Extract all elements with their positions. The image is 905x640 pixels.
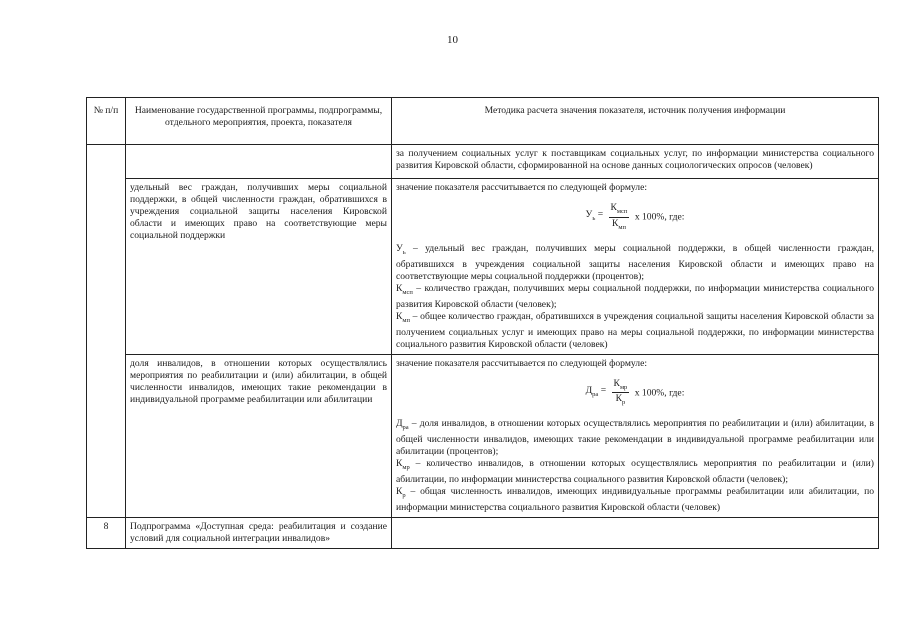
method-text: за получением социальных услуг к поставщикам социальных услуг, по информации министерства социального развития Кировской области, сформированной на основе данных социологических опросов (человек) bbox=[396, 148, 874, 171]
indicator-table bbox=[86, 97, 879, 549]
row-method bbox=[392, 179, 879, 355]
definition: $У_ь$ – удельный вес граждан, получивших меры социальной поддержки, в общей численности граждан, обратившихся в учреждения социальной защиты населения Кировской области и имеющих право на соответствующие меры социальной поддержки (процентов); bbox=[396, 242, 874, 282]
row-number bbox=[87, 145, 126, 518]
formula bbox=[396, 202, 874, 233]
table-row bbox=[87, 145, 879, 179]
table-row bbox=[87, 518, 879, 549]
row-method bbox=[392, 145, 879, 179]
row-name: Подпрограмма «Доступная среда: реабилитация и создание условий для социальной интеграции инвалидов» bbox=[126, 518, 392, 549]
formula-denominator: $К_{мп}$ bbox=[611, 217, 626, 231]
definition: $К_{мсп}$ – количество граждан, получивших меры социальной поддержки, по информации министерства социального развития Кировской области (человек); bbox=[396, 282, 874, 310]
formula-rhs: x 100%, где: bbox=[634, 386, 685, 398]
table-header-row bbox=[87, 98, 879, 145]
page-number: 10 bbox=[447, 34, 458, 46]
row-method bbox=[392, 518, 879, 549]
row-name: удельный вес граждан, получивших меры социальной поддержки, в общей численности граждан, обратившихся в учреждения социальной защиты населения Кировской области и имеющих право на соответствующие меры социальной поддержки bbox=[126, 179, 392, 355]
formula-lhs: $Д_{ра}$ = bbox=[585, 384, 607, 398]
row-method bbox=[392, 354, 879, 518]
formula-fraction bbox=[612, 378, 630, 409]
header-method: Методика расчета значения показателя, источник получения информации bbox=[392, 98, 879, 145]
definition: $К_р$ – общая численность инвалидов, имеющих индивидуальные программы реабилитации или абилитации, по информации министерства социального развития Кировской области (человек) bbox=[396, 486, 874, 514]
method-intro: значение показателя рассчитывается по следующей формуле: bbox=[396, 357, 647, 369]
formula-rhs: x 100%, где: bbox=[634, 211, 685, 223]
formula-lhs: $У_ь$ = bbox=[585, 209, 604, 223]
definition: $К_{мп}$ – общее количество граждан, обратившихся в учреждения социальной защиты населения Кировской области за получением социальных услуг и имеющих право на меры социальной поддержки, по информации министерства социального развития Кировской области (человек) bbox=[396, 310, 874, 350]
row-name: доля инвалидов, в отношении которых осуществлялись мероприятия по реабилитации и (или) абилитации, в общей численности инвалидов, имеющих такие рекомендации в индивидуальной программе реабилитации или абилитации bbox=[126, 354, 392, 518]
formula bbox=[396, 378, 874, 409]
definition: $К_{мр}$ – количество инвалидов, в отношении которых осуществлялись мероприятия по реабилитации и (или) абилитации, по информации министерства социального развития Кировской области (человек); bbox=[396, 458, 874, 486]
formula-numerator: $К_{мсп}$ bbox=[609, 202, 630, 218]
row-number: 8 bbox=[87, 518, 126, 549]
header-number: № п/п bbox=[87, 98, 126, 145]
table-row bbox=[87, 354, 879, 518]
formula-fraction bbox=[609, 202, 630, 233]
table-row bbox=[87, 179, 879, 355]
row-name bbox=[126, 145, 392, 179]
formula-denominator: $К_р$ bbox=[615, 393, 626, 407]
definition: $Д_{ра}$ – доля инвалидов, в отношении которых осуществлялись мероприятия по реабилитации и (или) абилитации, в общей численности инвалидов, имеющих такие рекомендации в индивидуальной программе реабилитации или абилитации (процентов); bbox=[396, 418, 874, 458]
formula-numerator: $К_{мр}$ bbox=[612, 378, 630, 394]
method-intro: значение показателя рассчитывается по следующей формуле: bbox=[396, 182, 647, 193]
header-name: Наименование государственной программы, подпрограммы, отдельного мероприятия, проекта, показателя bbox=[126, 98, 392, 145]
